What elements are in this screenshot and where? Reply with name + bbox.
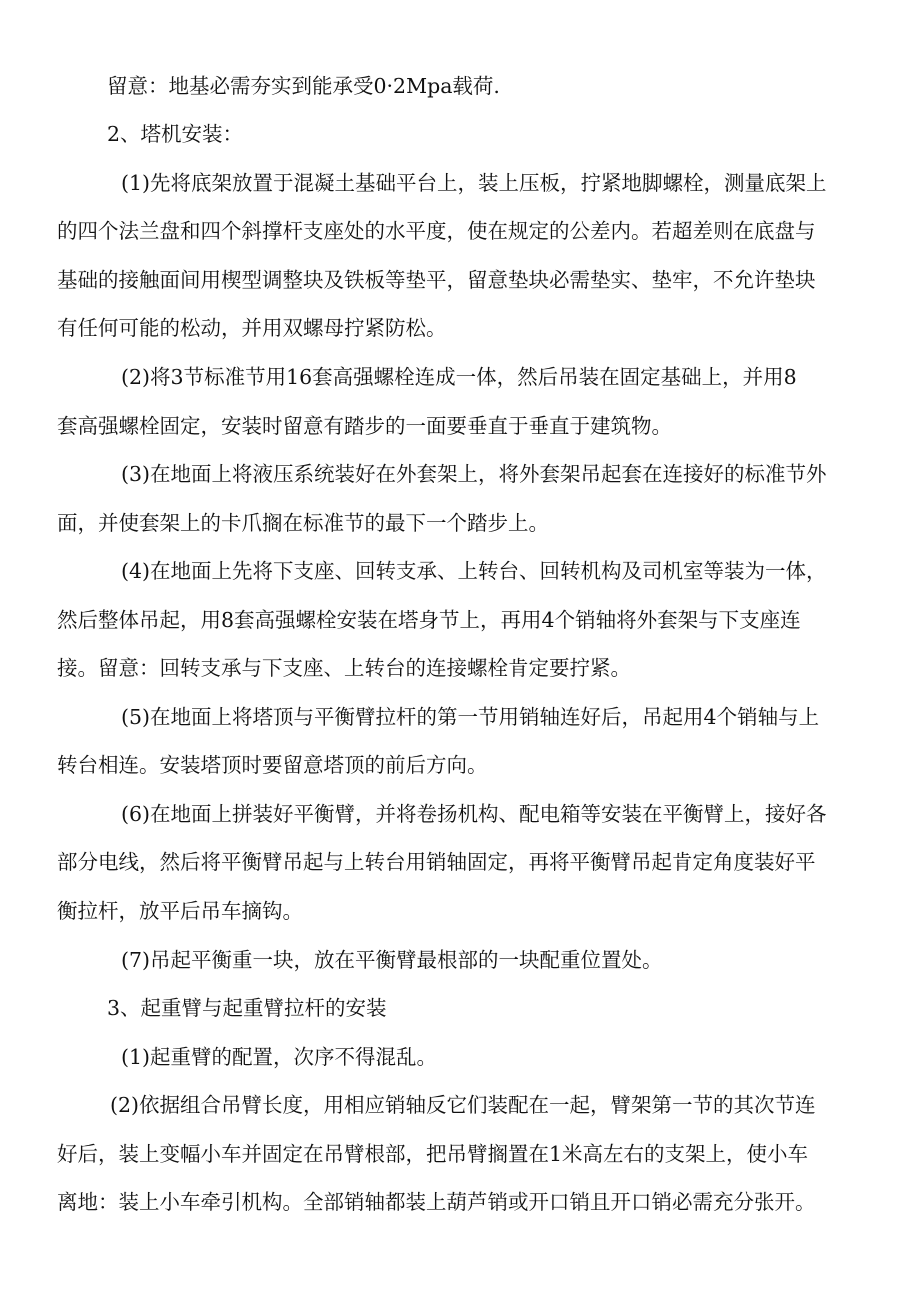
text-line bbox=[0, 1178, 920, 1226]
text-line-content: 套高强螺栓固定，安装时留意有踏步的一面要垂直于垂直于建筑物。 bbox=[57, 414, 672, 438]
text-line bbox=[0, 353, 920, 401]
text-line-content: (4)在地面上先将下支座、回转支承、上转台、回转机构及司机室等装为一体， bbox=[121, 559, 827, 583]
text-line bbox=[0, 499, 920, 547]
text-line-content: 面，并使套架上的卡爪搁在标准节的最下一个踏步上。 bbox=[57, 511, 549, 535]
text-line bbox=[0, 256, 920, 304]
text-line bbox=[0, 159, 920, 207]
text-line-content: (6)在地面上拼装好平衡臂，并将卷扬机构、配电箱等安装在平衡臂上，接好各 bbox=[121, 802, 827, 826]
text-line-content: (1)起重臂的配置，次序不得混乱。 bbox=[121, 1045, 438, 1069]
text-line bbox=[0, 547, 920, 595]
text-line-content: 转台相连。安装塔顶时要留意塔顶的前后方向。 bbox=[57, 753, 488, 777]
section-heading bbox=[0, 110, 920, 158]
text-line bbox=[0, 1033, 920, 1081]
text-line-content: 3、起重臂与起重臂拉杆的安装 bbox=[107, 996, 387, 1020]
text-line-content: 衡拉杆，放平后吊车摘钩。 bbox=[57, 899, 303, 923]
text-line-content: 留意：地基必需夯实到能承受0·2Mpa载荷. bbox=[107, 74, 500, 98]
text-line bbox=[0, 304, 920, 352]
text-line bbox=[0, 741, 920, 789]
text-line-content: 离地：装上小车牵引机构。全部销轴都装上葫芦销或开口销且开口销必需充分张开。 bbox=[57, 1190, 816, 1214]
section-heading bbox=[0, 984, 920, 1032]
text-line bbox=[0, 1130, 920, 1178]
text-line-content: 基础的接触面间用楔型调整块及铁板等垫平，留意垫块必需垫实、垫牢，不允许垫块 bbox=[57, 268, 816, 292]
text-line-content: 然后整体吊起，用8套高强螺栓安装在塔身节上，再用4个销轴将外套架与下支座连 bbox=[57, 608, 801, 632]
text-line-content: (7)吊起平衡重一块，放在平衡臂最根部的一块配重位置处。 bbox=[121, 948, 663, 972]
text-line bbox=[0, 62, 920, 110]
text-line-content: (1)先将底架放置于混凝土基础平台上，装上压板，拧紧地脚螺栓，测量底架上 bbox=[121, 171, 827, 195]
text-line-content: 好后，装上变幅小车并固定在吊臂根部，把吊臂搁置在1米高左右的支架上，使小车 bbox=[57, 1142, 809, 1166]
text-line-content: 接。留意：回转支承与下支座、上转台的连接螺栓肯定要拧紧。 bbox=[57, 656, 631, 680]
text-line-content: (2)依据组合吊臂长度，用相应销轴反它们装配在一起，臂架第一节的其次节连 bbox=[110, 1093, 816, 1117]
text-line-content: (5)在地面上将塔顶与平衡臂拉杆的第一节用销轴连好后，吊起用4个销轴与上 bbox=[121, 705, 820, 729]
text-line bbox=[0, 887, 920, 935]
text-line bbox=[0, 207, 920, 255]
text-line-content: 部分电线，然后将平衡臂吊起与上转台用销轴固定，再将平衡臂吊起肯定角度装好平 bbox=[57, 850, 816, 874]
text-line-content: 2、塔机安装： bbox=[107, 122, 244, 146]
text-line-content: (3)在地面上将液压系统装好在外套架上，将外套架吊起套在连接好的标准节外 bbox=[121, 462, 827, 486]
text-line bbox=[0, 838, 920, 886]
text-line bbox=[0, 936, 920, 984]
text-line bbox=[0, 596, 920, 644]
text-line bbox=[0, 790, 920, 838]
text-line-content: (2)将3节标准节用16套高强螺栓连成一体，然后吊装在固定基础上，并用8 bbox=[121, 365, 797, 389]
text-line bbox=[0, 644, 920, 692]
text-line-content: 的四个法兰盘和四个斜撑杆支座处的水平度，使在规定的公差内。若超差则在底盘与 bbox=[57, 219, 816, 243]
text-line bbox=[0, 693, 920, 741]
text-line bbox=[0, 450, 920, 498]
text-line bbox=[0, 402, 920, 450]
text-line-content: 有任何可能的松动，并用双螺母拧紧防松。 bbox=[57, 316, 447, 340]
text-line bbox=[0, 1081, 920, 1129]
